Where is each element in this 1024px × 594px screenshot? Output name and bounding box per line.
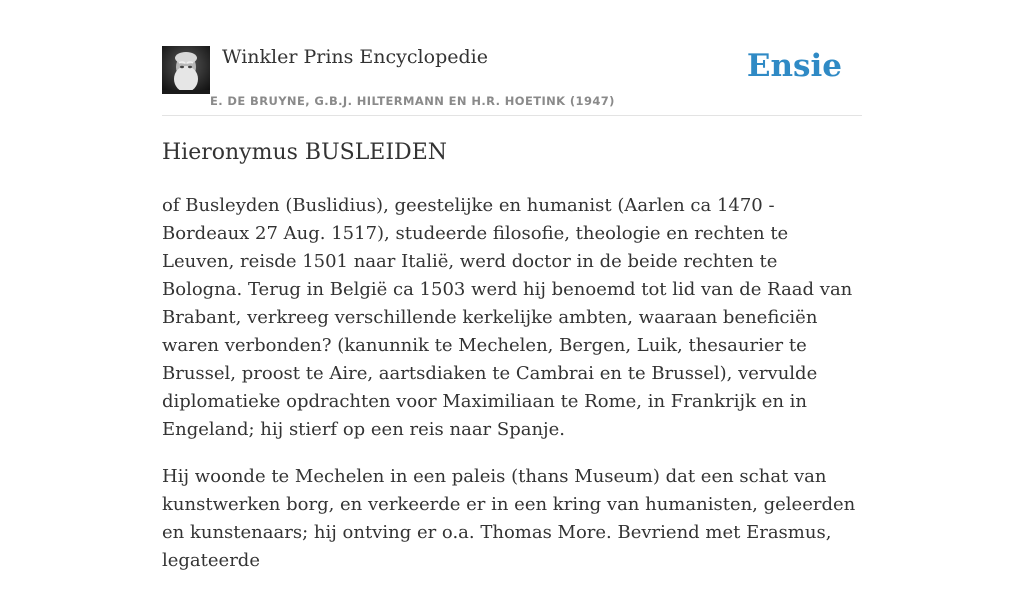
author-avatar xyxy=(162,46,210,94)
article-title: Hieronymus BUSLEIDEN xyxy=(162,140,448,165)
ensie-logo[interactable]: Ensie xyxy=(746,48,842,84)
article-body xyxy=(162,192,862,594)
article-paragraph: of Busleyden (Buslidius), geestelijke en humanist (Aarlen ca 1470 - Bordeaux 27 Aug. 1517), studeerde filosofie, theologie en rechten te Leuven, reisde 1501 naar Italië, werd doctor in de beide rechten te Bologna. Terug in België ca 1503 werd hij benoemd tot lid van de Raad van Brabant, verkreeg verschillende kerkelijke ambten, waaraan beneficiën waren verbonden? (kanunnik te Mechelen, Bergen, Luik, thesaurier te Brussel, proost te Aire, aartsdiaken te Cambrai en te Brussel), vervulde diplomatieke opdrachten voor Maximiliaan te Rome, in Frankrijk en in Engeland; hij stierf op een reis naar Spanje. xyxy=(162,195,853,440)
source-authors: E. DE BRUYNE, G.B.J. HILTERMANN EN H.R. HOETINK (1947) xyxy=(210,94,615,108)
source-title[interactable]: Winkler Prins Encyclopedie xyxy=(222,46,488,68)
article-paragraph: Hij woonde te Mechelen in een paleis (thans Museum) dat een schat van kunstwerken borg, en verkeerde er in een kring van humanisten, geleerden en kunstenaars; hij ontving er o.a. Thomas More. Bevriend met Erasmus, legateerde xyxy=(162,466,856,571)
author-portrait-icon xyxy=(162,46,210,94)
source-header xyxy=(162,40,862,116)
